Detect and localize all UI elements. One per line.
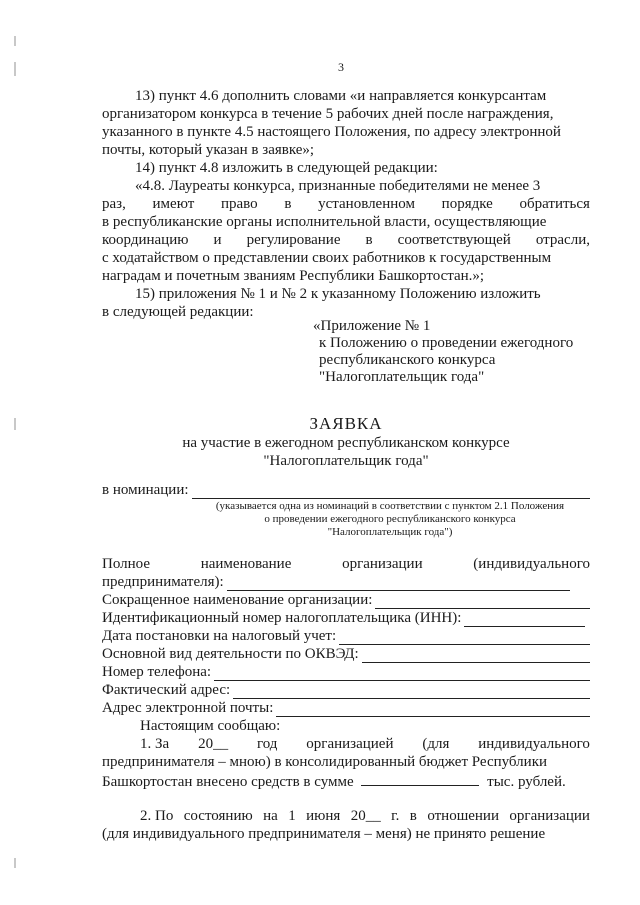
word: раз, [102, 196, 126, 212]
item14-quote-line3: в республиканские органы исполнительной власти, осуществляющие [102, 214, 547, 230]
word: на [263, 808, 278, 824]
email-label: Адрес электронной почты: [102, 700, 274, 716]
word: регулирование [246, 232, 341, 248]
reg-date-row [102, 628, 590, 645]
nomination-note [190, 500, 590, 539]
sum-field[interactable] [361, 772, 479, 786]
email-field[interactable] [276, 703, 590, 717]
page-subtitle [102, 434, 590, 470]
word: состоянию [183, 808, 253, 824]
inform-text: Настоящим сообщаю: [140, 718, 281, 734]
full-name-label-cont: предпринимателя): [102, 574, 224, 590]
inn-field[interactable] [464, 613, 585, 627]
appendix-line: республиканского конкурса [319, 352, 496, 368]
item14-quote-line1: «4.8. Лауреаты конкурса, признанные победителями не менее 3 [135, 178, 541, 194]
word: и [213, 232, 222, 248]
item14-quote-line2 [102, 196, 590, 213]
word: установленном [318, 196, 415, 212]
okved-label: Основной вид деятельности по ОКВЭД: [102, 646, 359, 662]
p1-sum-unit: тыс. рублей. [487, 774, 566, 790]
inn-label: Идентификационный номер налогоплательщика (ИНН): [102, 610, 462, 626]
nomination-row [102, 482, 590, 499]
word: имеют [152, 196, 195, 212]
item13-line1: 13) пункт 4.6 дополнить словами «и направляется конкурсантам [135, 88, 547, 104]
p1-line3 [102, 772, 590, 791]
item13-line3: указанного в пункте 4.5 настоящего Положения, по адресу электронной [102, 124, 561, 140]
appendix-line: "Налогоплательщик года" [319, 369, 485, 385]
word: 2. По [140, 808, 174, 824]
word: организации [342, 556, 423, 572]
note-line: (указывается одна из номинаций в соответствии с пунктом 2.1 Положения [215, 500, 565, 512]
address-row [102, 682, 590, 699]
p1-sum-label: Башкортостан внесено средств в сумме [102, 774, 354, 790]
note-line: "Налогоплательщик года") [327, 526, 453, 538]
binding-mark [14, 36, 16, 46]
word: год [256, 736, 278, 752]
page-title: ЗАЯВКА [309, 414, 383, 433]
phone-field[interactable] [214, 667, 590, 681]
p2-line1 [140, 808, 590, 825]
address-label: Фактический адрес: [102, 682, 231, 698]
word: отношении [427, 808, 499, 824]
appendix-line: «Приложение № 1 [313, 318, 431, 334]
p1-line2: предпринимателя – мною) в консолидированный бюджет Республики [102, 754, 548, 770]
item14: 14) пункт 4.8 изложить в следующей редакции: [135, 160, 438, 176]
phone-row [102, 664, 590, 681]
word: отрасли, [535, 232, 590, 248]
short-name-row [102, 592, 590, 609]
appendix-line: к Положению о проведении ежегодного [319, 335, 574, 351]
note-line: о проведении ежегодного республиканского конкурса [264, 513, 516, 525]
word: 20__ [350, 808, 381, 824]
subtitle-line: "Налогоплательщик года" [263, 453, 429, 469]
word: наименование [200, 556, 292, 572]
word: порядке [441, 196, 493, 212]
reg-date-label: Дата постановки на налоговый учет: [102, 628, 337, 644]
appendix-header [313, 318, 573, 386]
word: июня [306, 808, 341, 824]
word: в [284, 196, 292, 212]
word: индивидуального [478, 736, 590, 752]
word: г. [391, 808, 400, 824]
short-name-label: Сокращенное наименование организации: [102, 592, 373, 608]
word: в [365, 232, 373, 248]
word: организации [509, 808, 590, 824]
word: 20__ [198, 736, 229, 752]
word: координацию [102, 232, 189, 248]
item14-quote-line5: с ходатайством о представлении своих работников к государственным [102, 250, 552, 266]
item14-quote-line6: наградам и почетным званиям Республики Башкортостан.»; [102, 268, 485, 284]
binding-mark [14, 62, 16, 76]
okved-field[interactable] [362, 649, 590, 663]
address-field[interactable] [233, 685, 590, 699]
word: право [220, 196, 258, 212]
word: 1. За [140, 736, 170, 752]
word: организацией [306, 736, 394, 752]
item15-line1: 15) приложения № 1 и № 2 к указанному Положению изложить [135, 286, 541, 302]
p2-line2: (для индивидуального предпринимателя – меня) не принято решение [102, 826, 546, 842]
binding-mark [14, 858, 16, 868]
word: 1 [288, 808, 296, 824]
nomination-field[interactable] [192, 485, 590, 499]
full-name-row [102, 574, 570, 591]
inn-row [102, 610, 585, 627]
item14-quote-line4 [102, 232, 590, 249]
p1-line1 [140, 736, 590, 753]
item15-line2: в следующей редакции: [102, 304, 254, 320]
item13-line2: организатором конкурса в течение 5 рабочих дней после награждения, [102, 106, 554, 122]
okved-row [102, 646, 590, 663]
reg-date-field[interactable] [339, 631, 590, 645]
word: соответствующей [397, 232, 511, 248]
item13-line4: почты, который указан в заявке»; [102, 142, 315, 158]
phone-label: Номер телефона: [102, 664, 212, 680]
full-name-field[interactable] [227, 577, 570, 591]
email-row [102, 700, 590, 717]
short-name-field[interactable] [375, 595, 590, 609]
word: (индивидуального [473, 556, 590, 572]
word: Полное [102, 556, 150, 572]
word: обратиться [519, 196, 590, 212]
subtitle-line: на участие в ежегодном республиканском конкурсе [182, 435, 510, 451]
page-number: 3 [338, 60, 344, 74]
nomination-label: в номинации: [102, 482, 189, 498]
full-name-label [102, 556, 590, 573]
binding-mark [14, 418, 16, 430]
word: (для [422, 736, 450, 752]
word: в [409, 808, 417, 824]
